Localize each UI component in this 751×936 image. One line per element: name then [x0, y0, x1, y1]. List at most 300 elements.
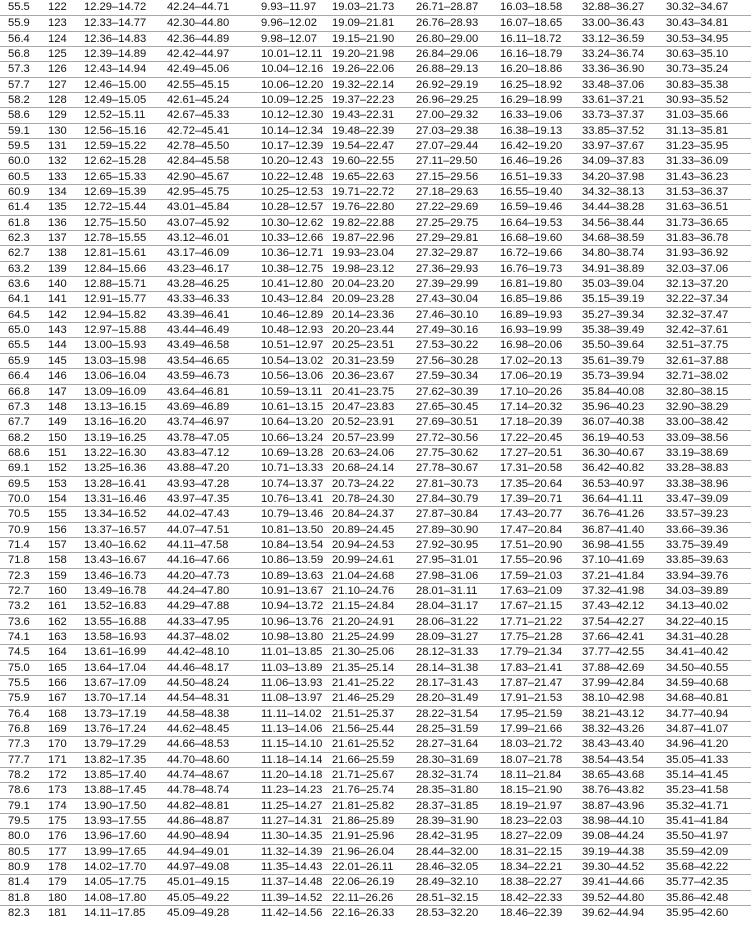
cell-col10: 35.50–41.97 — [666, 830, 729, 843]
cell-index: 135 — [48, 201, 67, 214]
cell-col10: 30.53–34.95 — [666, 32, 729, 45]
cell-col9: 35.50–39.64 — [582, 339, 645, 352]
cell-index: 143 — [48, 324, 67, 337]
cell-col8: 17.06–20.19 — [500, 370, 563, 383]
cell-col8: 16.42–19.20 — [500, 140, 563, 153]
cell-col8: 17.79–21.34 — [500, 646, 563, 659]
table-row — [0, 199, 751, 214]
cell-col4: 45.01–49.15 — [167, 876, 230, 889]
cell-col5: 11.06–13.93 — [261, 676, 323, 689]
cell-col5: 10.91–13.67 — [261, 584, 324, 597]
cell-col6: 21.25–24.99 — [332, 630, 395, 643]
table-row — [0, 92, 751, 107]
cell-col4: 43.88–47.20 — [167, 462, 230, 475]
table-row — [0, 123, 751, 138]
cell-col4: 42.84–45.58 — [167, 155, 230, 168]
cell-col9: 36.98–41.55 — [582, 538, 645, 551]
cell-index: 136 — [48, 216, 67, 229]
cell-length: 62.7 — [8, 247, 30, 260]
cell-col3: 13.19–16.25 — [84, 431, 147, 444]
cell-col6: 20.20–23.44 — [332, 324, 395, 337]
cell-index: 173 — [48, 784, 67, 797]
cell-index: 142 — [48, 308, 67, 321]
cell-col6: 21.46–25.29 — [332, 692, 395, 705]
cell-col3: 13.34–16.52 — [84, 508, 147, 521]
table-row — [0, 77, 751, 92]
cell-col6: 19.15–21.90 — [332, 32, 395, 45]
cell-col7: 27.87–30.84 — [416, 508, 479, 521]
cell-col7: 28.09–31.27 — [416, 630, 479, 643]
cell-col3: 13.58–16.93 — [84, 630, 147, 643]
cell-col6: 19.26–22.06 — [332, 63, 395, 76]
cell-col4: 44.46–48.17 — [167, 661, 230, 674]
cell-col3: 12.94–15.82 — [84, 308, 147, 321]
cell-col3: 13.46–16.73 — [84, 569, 147, 582]
cell-col8: 18.42–22.33 — [500, 891, 563, 904]
cell-length: 67.3 — [8, 400, 30, 413]
cell-col6: 21.30–25.06 — [332, 646, 395, 659]
cell-col3: 13.31–16.46 — [84, 492, 147, 505]
cell-col10: 31.53–36.37 — [666, 186, 729, 199]
cell-col8: 16.98–20.06 — [500, 339, 563, 352]
cell-col5: 10.59–13.11 — [261, 385, 323, 398]
cell-col6: 19.60–22.55 — [332, 155, 395, 168]
cell-index: 163 — [48, 630, 67, 643]
cell-col7: 28.32–31.74 — [416, 769, 479, 781]
cell-col3: 12.91–15.77 — [84, 293, 147, 306]
cell-col9: 37.54–42.27 — [582, 615, 645, 628]
cell-col6: 20.52–23.91 — [332, 416, 395, 429]
cell-index: 126 — [48, 63, 67, 76]
cell-col10: 33.75–39.49 — [666, 538, 729, 551]
cell-col8: 17.27–20.51 — [500, 446, 563, 459]
cell-col9: 34.56–38.44 — [582, 216, 645, 229]
cell-length: 60.5 — [8, 170, 30, 183]
cell-col5: 10.25–12.53 — [261, 186, 324, 199]
cell-length: 73.6 — [8, 615, 30, 628]
cell-col10: 31.13–35.81 — [666, 124, 729, 137]
cell-index: 172 — [48, 769, 67, 781]
table-row — [0, 245, 751, 260]
cell-index: 160 — [48, 584, 67, 597]
cell-col3: 12.72–15.44 — [84, 201, 147, 214]
cell-col8: 16.93–19.99 — [500, 324, 563, 337]
cell-length: 57.7 — [8, 78, 30, 91]
cell-col4: 44.70–48.60 — [167, 753, 230, 766]
cell-col4: 43.17–46.09 — [167, 247, 230, 260]
cell-col3: 12.62–15.28 — [84, 155, 147, 168]
cell-col4: 42.42–44.97 — [167, 48, 230, 61]
cell-col9: 33.24–36.74 — [582, 48, 645, 61]
cell-col3: 12.56–15.16 — [84, 124, 147, 137]
cell-length: 60.9 — [8, 186, 30, 199]
cell-col3: 13.90–17.50 — [84, 799, 147, 812]
cell-col3: 12.39–14.89 — [84, 48, 147, 61]
cell-length: 72.3 — [8, 569, 30, 582]
cell-col3: 12.59–15.22 — [84, 140, 147, 153]
cell-col10: 35.32–41.71 — [666, 799, 729, 812]
cell-col5: 10.51–12.97 — [261, 339, 324, 352]
cell-col3: 13.28–16.41 — [84, 477, 147, 490]
cell-col9: 36.07–40.38 — [582, 416, 645, 429]
cell-col5: 10.79–13.46 — [261, 508, 324, 521]
cell-col8: 17.39–20.71 — [500, 492, 563, 505]
cell-length: 75.0 — [8, 661, 30, 674]
cell-col7: 27.56–30.28 — [416, 354, 479, 367]
cell-col6: 20.99–24.61 — [332, 554, 395, 567]
cell-col4: 42.49–45.06 — [167, 63, 230, 76]
cell-length: 68.2 — [8, 431, 30, 444]
cell-index: 156 — [48, 523, 67, 536]
table-row — [0, 414, 751, 429]
cell-col7: 28.39–31.90 — [416, 815, 479, 828]
cell-col9: 33.12–36.59 — [582, 32, 645, 45]
cell-col9: 35.38–39.49 — [582, 324, 645, 337]
cell-length: 76.8 — [8, 722, 30, 735]
cell-col10: 34.77–40.94 — [666, 707, 729, 720]
cell-col10: 33.85–39.63 — [666, 554, 729, 567]
cell-col6: 19.98–23.12 — [332, 262, 395, 275]
cell-col7: 26.80–29.00 — [416, 32, 479, 45]
cell-col9: 37.43–42.12 — [582, 600, 645, 613]
cell-col10: 35.05–41.33 — [666, 753, 729, 766]
cell-col4: 44.97–49.08 — [167, 861, 230, 874]
cell-col7: 27.39–29.99 — [416, 278, 479, 291]
cell-col9: 33.73–37.37 — [582, 109, 645, 122]
cell-col8: 18.19–21.97 — [500, 799, 563, 812]
cell-col10: 34.68–40.81 — [666, 692, 729, 705]
cell-col7: 28.30–31.69 — [416, 753, 479, 766]
cell-col4: 42.72–45.41 — [167, 124, 230, 137]
cell-col8: 17.99–21.66 — [500, 722, 563, 735]
cell-col10: 30.73–35.24 — [666, 63, 729, 76]
cell-col6: 21.96–26.04 — [332, 845, 395, 858]
cell-col10: 35.68–42.22 — [666, 861, 729, 874]
cell-col9: 33.61–37.21 — [582, 94, 645, 107]
cell-length: 66.4 — [8, 370, 30, 383]
cell-col7: 27.69–30.51 — [416, 416, 479, 429]
cell-col6: 20.78–24.30 — [332, 492, 395, 505]
cell-index: 133 — [48, 170, 67, 183]
cell-col9: 39.19–44.38 — [582, 845, 645, 858]
cell-index: 152 — [48, 462, 67, 475]
table-row — [0, 675, 751, 690]
cell-col5: 10.84–13.54 — [261, 538, 324, 551]
cell-col7: 28.51–32.15 — [416, 891, 479, 904]
table-row — [0, 460, 751, 475]
table-row — [0, 291, 751, 306]
cell-col4: 42.30–44.80 — [167, 17, 230, 30]
cell-col5: 10.48–12.93 — [261, 324, 324, 337]
cell-col10: 31.33–36.09 — [666, 155, 729, 168]
cell-col4: 43.01–45.84 — [167, 201, 230, 214]
cell-length: 63.2 — [8, 262, 30, 275]
cell-col9: 36.87–41.40 — [582, 523, 645, 536]
cell-col9: 35.15–39.19 — [582, 293, 645, 306]
table-row — [0, 736, 751, 751]
cell-col10: 33.47–39.09 — [666, 492, 729, 505]
cell-col3: 13.00–15.93 — [84, 339, 147, 352]
cell-col10: 30.32–34.67 — [666, 1, 729, 13]
cell-length: 78.2 — [8, 769, 30, 781]
cell-col7: 28.46–32.05 — [416, 861, 479, 874]
cell-col10: 34.31–40.28 — [666, 630, 729, 643]
cell-col3: 12.43–14.94 — [84, 63, 147, 76]
cell-col5: 10.17–12.39 — [261, 140, 324, 153]
cell-col10: 35.77–42.35 — [666, 876, 729, 889]
cell-col4: 44.33–47.95 — [167, 615, 230, 628]
cell-index: 146 — [48, 370, 67, 383]
cell-length: 71.8 — [8, 554, 30, 567]
cell-col3: 13.67–17.09 — [84, 676, 147, 689]
cell-index: 141 — [48, 293, 67, 306]
cell-col4: 44.82–48.81 — [167, 799, 230, 812]
cell-col10: 34.22–40.15 — [666, 615, 729, 628]
cell-col8: 18.23–22.03 — [500, 815, 563, 828]
cell-length: 69.5 — [8, 477, 30, 490]
cell-col3: 13.85–17.40 — [84, 769, 147, 781]
cell-col7: 27.89–30.90 — [416, 523, 479, 536]
cell-col6: 20.41–23.75 — [332, 385, 395, 398]
cell-col7: 27.75–30.62 — [416, 446, 479, 459]
cell-col8: 16.33–19.06 — [500, 109, 563, 122]
cell-index: 157 — [48, 538, 67, 551]
cell-col8: 18.27–22.09 — [500, 830, 563, 843]
cell-col9: 38.87–43.96 — [582, 799, 645, 812]
cell-col8: 17.35–20.64 — [500, 477, 563, 490]
cell-col8: 16.16–18.79 — [500, 48, 563, 61]
cell-col8: 17.02–20.13 — [500, 354, 563, 367]
cell-col5: 11.11–14.02 — [261, 707, 322, 720]
cell-col6: 21.76–25.74 — [332, 784, 395, 797]
cell-length: 62.3 — [8, 232, 30, 245]
cell-col7: 27.11–29.50 — [416, 155, 478, 168]
cell-col8: 17.91–21.53 — [500, 692, 563, 705]
cell-col3: 12.75–15.50 — [84, 216, 147, 229]
cell-col9: 38.32–43.26 — [582, 722, 645, 735]
cell-col10: 34.03–39.89 — [666, 584, 729, 597]
cell-col3: 13.55–16.88 — [84, 615, 147, 628]
cell-col10: 34.13–40.02 — [666, 600, 729, 613]
cell-col10: 33.66–39.36 — [666, 523, 729, 536]
cell-col8: 18.11–21.84 — [500, 769, 562, 781]
cell-col3: 13.09–16.09 — [84, 385, 147, 398]
cell-col3: 12.69–15.39 — [84, 186, 147, 199]
cell-col8: 16.11–18.72 — [500, 32, 562, 45]
cell-col9: 38.43–43.40 — [582, 738, 645, 751]
cell-index: 165 — [48, 661, 67, 674]
cell-col4: 43.78–47.05 — [167, 431, 230, 444]
cell-col8: 17.67–21.15 — [500, 600, 563, 613]
cell-col7: 26.84–29.06 — [416, 48, 479, 61]
cell-length: 55.9 — [8, 17, 30, 30]
cell-col4: 42.90–45.67 — [167, 170, 230, 183]
cell-col10: 31.63–36.51 — [666, 201, 729, 214]
cell-col7: 27.25–29.75 — [416, 216, 479, 229]
cell-col6: 22.06–26.19 — [332, 876, 395, 889]
cell-col8: 18.34–22.21 — [500, 861, 563, 874]
cell-col7: 28.20–31.49 — [416, 692, 479, 705]
cell-col4: 43.39–46.41 — [167, 308, 230, 321]
cell-length: 80.9 — [8, 861, 30, 874]
cell-col9: 38.10–42.98 — [582, 692, 645, 705]
cell-col6: 19.43–22.31 — [332, 109, 395, 122]
cell-col9: 35.27–39.34 — [582, 308, 645, 321]
cell-col6: 19.71–22.72 — [332, 186, 395, 199]
cell-length: 65.9 — [8, 354, 30, 367]
table-row — [0, 844, 751, 859]
table-row — [0, 905, 751, 920]
cell-col10: 31.43–36.23 — [666, 170, 729, 183]
cell-col5: 10.38–12.75 — [261, 262, 324, 275]
cell-col8: 16.59–19.46 — [500, 201, 563, 214]
cell-col8: 16.25–18.92 — [500, 78, 563, 91]
table-row — [0, 61, 751, 76]
cell-col4: 43.64–46.81 — [167, 385, 230, 398]
cell-col9: 36.30–40.67 — [582, 446, 645, 459]
cell-col3: 13.61–16.99 — [84, 646, 147, 659]
cell-col6: 20.04–23.20 — [332, 278, 395, 291]
cell-index: 145 — [48, 354, 67, 367]
cell-col3: 13.93–17.55 — [84, 815, 147, 828]
cell-col9: 33.97–37.67 — [582, 140, 645, 153]
cell-col10: 33.09–38.56 — [666, 431, 729, 444]
cell-col5: 10.66–13.24 — [261, 431, 324, 444]
cell-col10: 34.59–40.68 — [666, 676, 729, 689]
cell-col3: 13.64–17.04 — [84, 661, 147, 674]
cell-col5: 10.69–13.28 — [261, 446, 324, 459]
cell-col3: 13.25–16.36 — [84, 462, 147, 475]
cell-col4: 44.90–48.94 — [167, 830, 230, 843]
cell-col6: 19.20–21.98 — [332, 48, 395, 61]
cell-length: 73.2 — [8, 600, 30, 613]
table-row — [0, 491, 751, 506]
table-row — [0, 476, 751, 491]
cell-col5: 11.30–14.35 — [261, 830, 323, 843]
cell-index: 177 — [48, 845, 67, 858]
cell-col9: 35.73–39.94 — [582, 370, 645, 383]
cell-col10: 30.43–34.81 — [666, 17, 729, 30]
cell-length: 74.5 — [8, 646, 30, 659]
cell-col7: 28.44–32.00 — [416, 845, 479, 858]
table-row — [0, 644, 751, 659]
cell-index: 137 — [48, 232, 67, 245]
cell-col3: 13.13–16.15 — [84, 400, 147, 413]
cell-col7: 27.07–29.44 — [416, 140, 479, 153]
table-row — [0, 337, 751, 352]
cell-col5: 10.46–12.89 — [261, 308, 324, 321]
cell-col10: 32.71–38.02 — [666, 370, 729, 383]
cell-col9: 39.08–44.24 — [582, 830, 645, 843]
cell-col9: 34.44–38.28 — [582, 201, 645, 214]
cell-col8: 18.38–22.27 — [500, 876, 563, 889]
cell-index: 181 — [48, 907, 67, 920]
cell-col7: 27.32–29.87 — [416, 247, 479, 260]
cell-col7: 27.49–30.16 — [416, 324, 479, 337]
cell-col7: 26.88–29.13 — [416, 63, 479, 76]
cell-col8: 16.38–19.13 — [500, 124, 563, 137]
cell-col3: 13.43–16.67 — [84, 554, 147, 567]
cell-col5: 10.12–12.30 — [261, 109, 324, 122]
cell-col10: 34.50–40.55 — [666, 661, 729, 674]
cell-col7: 27.00–29.32 — [416, 109, 479, 122]
cell-col3: 13.73–17.19 — [84, 707, 147, 720]
cell-col3: 13.37–16.57 — [84, 523, 147, 536]
cell-index: 179 — [48, 876, 67, 889]
cell-col6: 21.51–25.37 — [332, 707, 395, 720]
table-row — [0, 445, 751, 460]
cell-col8: 17.18–20.39 — [500, 416, 563, 429]
table-row — [0, 767, 751, 782]
cell-col9: 33.36–36.90 — [582, 63, 645, 76]
cell-col9: 36.76–41.26 — [582, 508, 645, 521]
cell-col3: 13.96–17.60 — [84, 830, 147, 843]
cell-col4: 44.74–48.67 — [167, 769, 230, 781]
cell-col7: 28.42–31.95 — [416, 830, 479, 843]
cell-col6: 20.47–23.83 — [332, 400, 395, 413]
cell-col3: 14.11–17.85 — [84, 907, 146, 920]
cell-col7: 27.53–30.22 — [416, 339, 479, 352]
cell-col9: 39.62–44.94 — [582, 907, 645, 920]
cell-col8: 17.47–20.84 — [500, 523, 563, 536]
cell-col8: 16.64–19.53 — [500, 216, 563, 229]
cell-length: 66.8 — [8, 385, 30, 398]
cell-col3: 13.82–17.35 — [84, 753, 147, 766]
cell-index: 129 — [48, 109, 67, 122]
cell-col5: 9.98–12.07 — [261, 32, 317, 45]
cell-col7: 27.65–30.45 — [416, 400, 479, 413]
table-row — [0, 184, 751, 199]
table-row — [0, 31, 751, 46]
table-row — [0, 0, 751, 15]
cell-col4: 43.69–46.89 — [167, 400, 230, 413]
cell-index: 154 — [48, 492, 67, 505]
cell-length: 76.4 — [8, 707, 30, 720]
cell-col8: 16.81–19.80 — [500, 278, 563, 291]
cell-col6: 22.11–26.26 — [332, 891, 394, 904]
cell-length: 60.0 — [8, 155, 30, 168]
cell-col4: 44.54–48.31 — [167, 692, 230, 705]
cell-col6: 20.25–23.51 — [332, 339, 395, 352]
cell-col4: 44.58–48.38 — [167, 707, 230, 720]
cell-col6: 21.61–25.52 — [332, 738, 395, 751]
cell-length: 75.5 — [8, 676, 30, 689]
cell-col6: 22.16–26.33 — [332, 907, 395, 920]
cell-col6: 19.09–21.81 — [332, 17, 395, 30]
table-row — [0, 690, 751, 705]
cell-col6: 21.15–24.84 — [332, 600, 395, 613]
cell-index: 169 — [48, 722, 67, 735]
table-row — [0, 752, 751, 767]
cell-col4: 44.20–47.73 — [167, 569, 230, 582]
cell-col5: 10.54–13.02 — [261, 354, 324, 367]
cell-index: 175 — [48, 815, 67, 828]
cell-col4: 44.62–48.45 — [167, 722, 230, 735]
cell-length: 80.0 — [8, 830, 30, 843]
cell-col10: 35.14–41.45 — [666, 769, 729, 781]
table-row — [0, 368, 751, 383]
cell-length: 58.6 — [8, 109, 30, 122]
cell-col10: 33.28–38.83 — [666, 462, 729, 475]
cell-col4: 44.78–48.74 — [167, 784, 230, 797]
cell-col8: 17.87–21.47 — [500, 676, 563, 689]
cell-col4: 43.83–47.12 — [167, 446, 230, 459]
cell-col5: 11.08–13.97 — [261, 692, 323, 705]
cell-col3: 13.70–17.14 — [84, 692, 147, 705]
cell-col7: 26.96–29.25 — [416, 94, 479, 107]
cell-col8: 17.71–21.22 — [500, 615, 563, 628]
cell-col5: 10.30–12.62 — [261, 216, 324, 229]
